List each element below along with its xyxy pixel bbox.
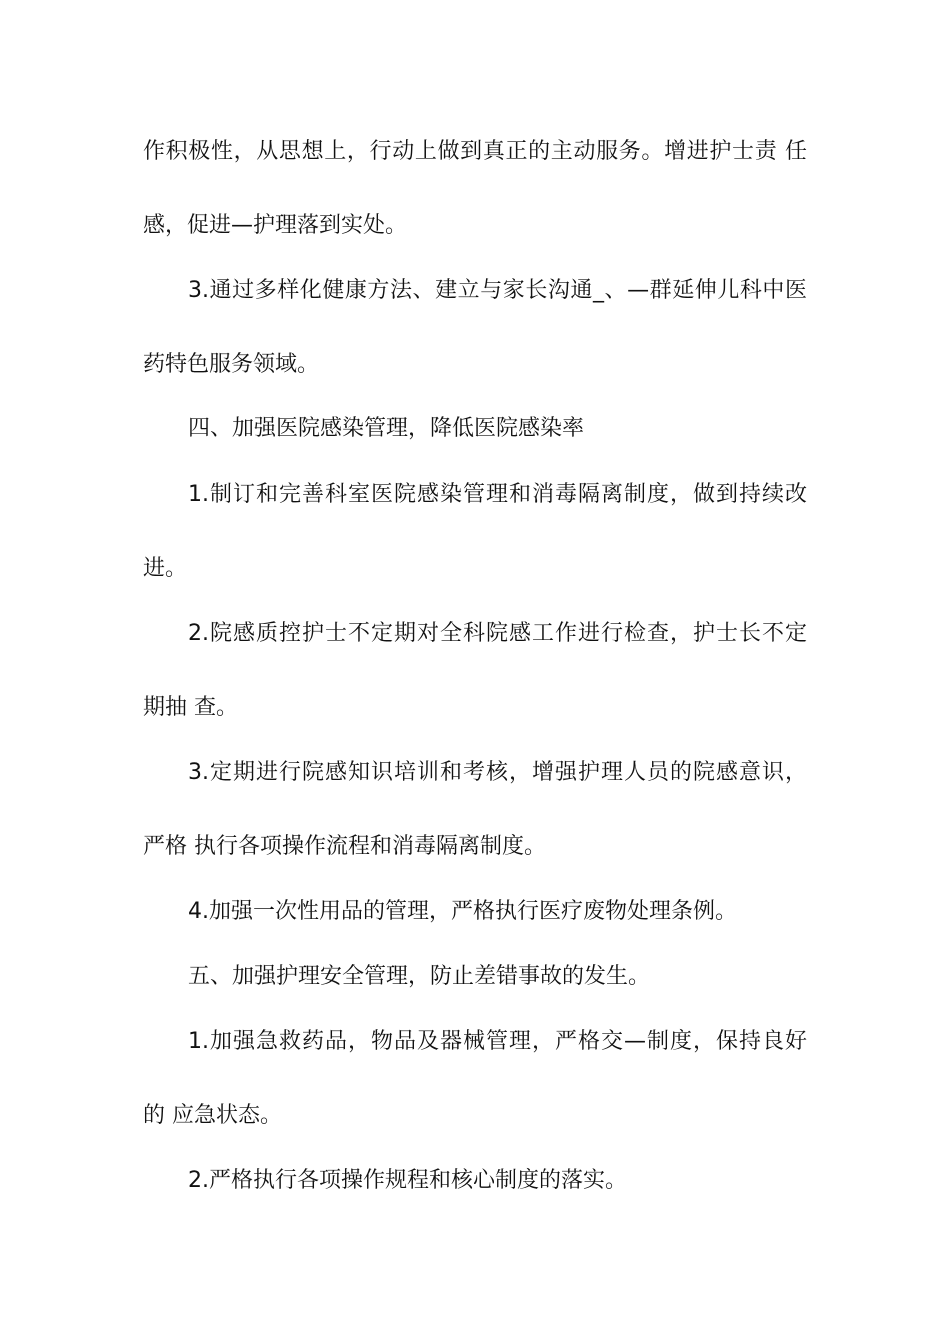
paragraph-line: 2.院感质控护士不定期对全科院感工作进行检查，护士长不定 bbox=[188, 621, 807, 646]
paragraph-line: 3.通过多样化健康方法、建立与家长沟通_、—群延伸儿科中医 bbox=[188, 278, 807, 303]
paragraph-line: 感，促进—护理落到实处。 bbox=[143, 213, 408, 238]
section-heading: 五、加强护理安全管理，防止差错事故的发生。 bbox=[188, 964, 651, 989]
paragraph-line: 4.加强一次性用品的管理，严格执行医疗废物处理条例。 bbox=[188, 899, 737, 924]
paragraph-line: 药特色服务领域。 bbox=[143, 352, 320, 377]
paragraph-line: 作积极性，从思想上，行动上做到真正的主动服务。增进护士责 任 bbox=[143, 139, 807, 164]
paragraph-line: 2.严格执行各项操作规程和核心制度的落实。 bbox=[188, 1168, 627, 1193]
paragraph-line: 1.加强急救药品，物品及器械管理，严格交—制度，保持良好 bbox=[188, 1029, 807, 1054]
paragraph-line: 1.制订和完善科室医院感染管理和消毒隔离制度，做到持续改 bbox=[188, 482, 807, 507]
paragraph-line: 期抽 查。 bbox=[143, 695, 238, 720]
paragraph-line: 3.定期进行院感知识培训和考核，增强护理人员的院感意识， bbox=[188, 760, 807, 785]
paragraph-line: 的 应急状态。 bbox=[143, 1103, 282, 1128]
paragraph-line: 进。 bbox=[143, 556, 188, 581]
section-heading: 四、加强医院感染管理，降低医院感染率 bbox=[188, 416, 585, 441]
paragraph-line: 严格 执行各项操作流程和消毒隔离制度。 bbox=[143, 834, 546, 859]
